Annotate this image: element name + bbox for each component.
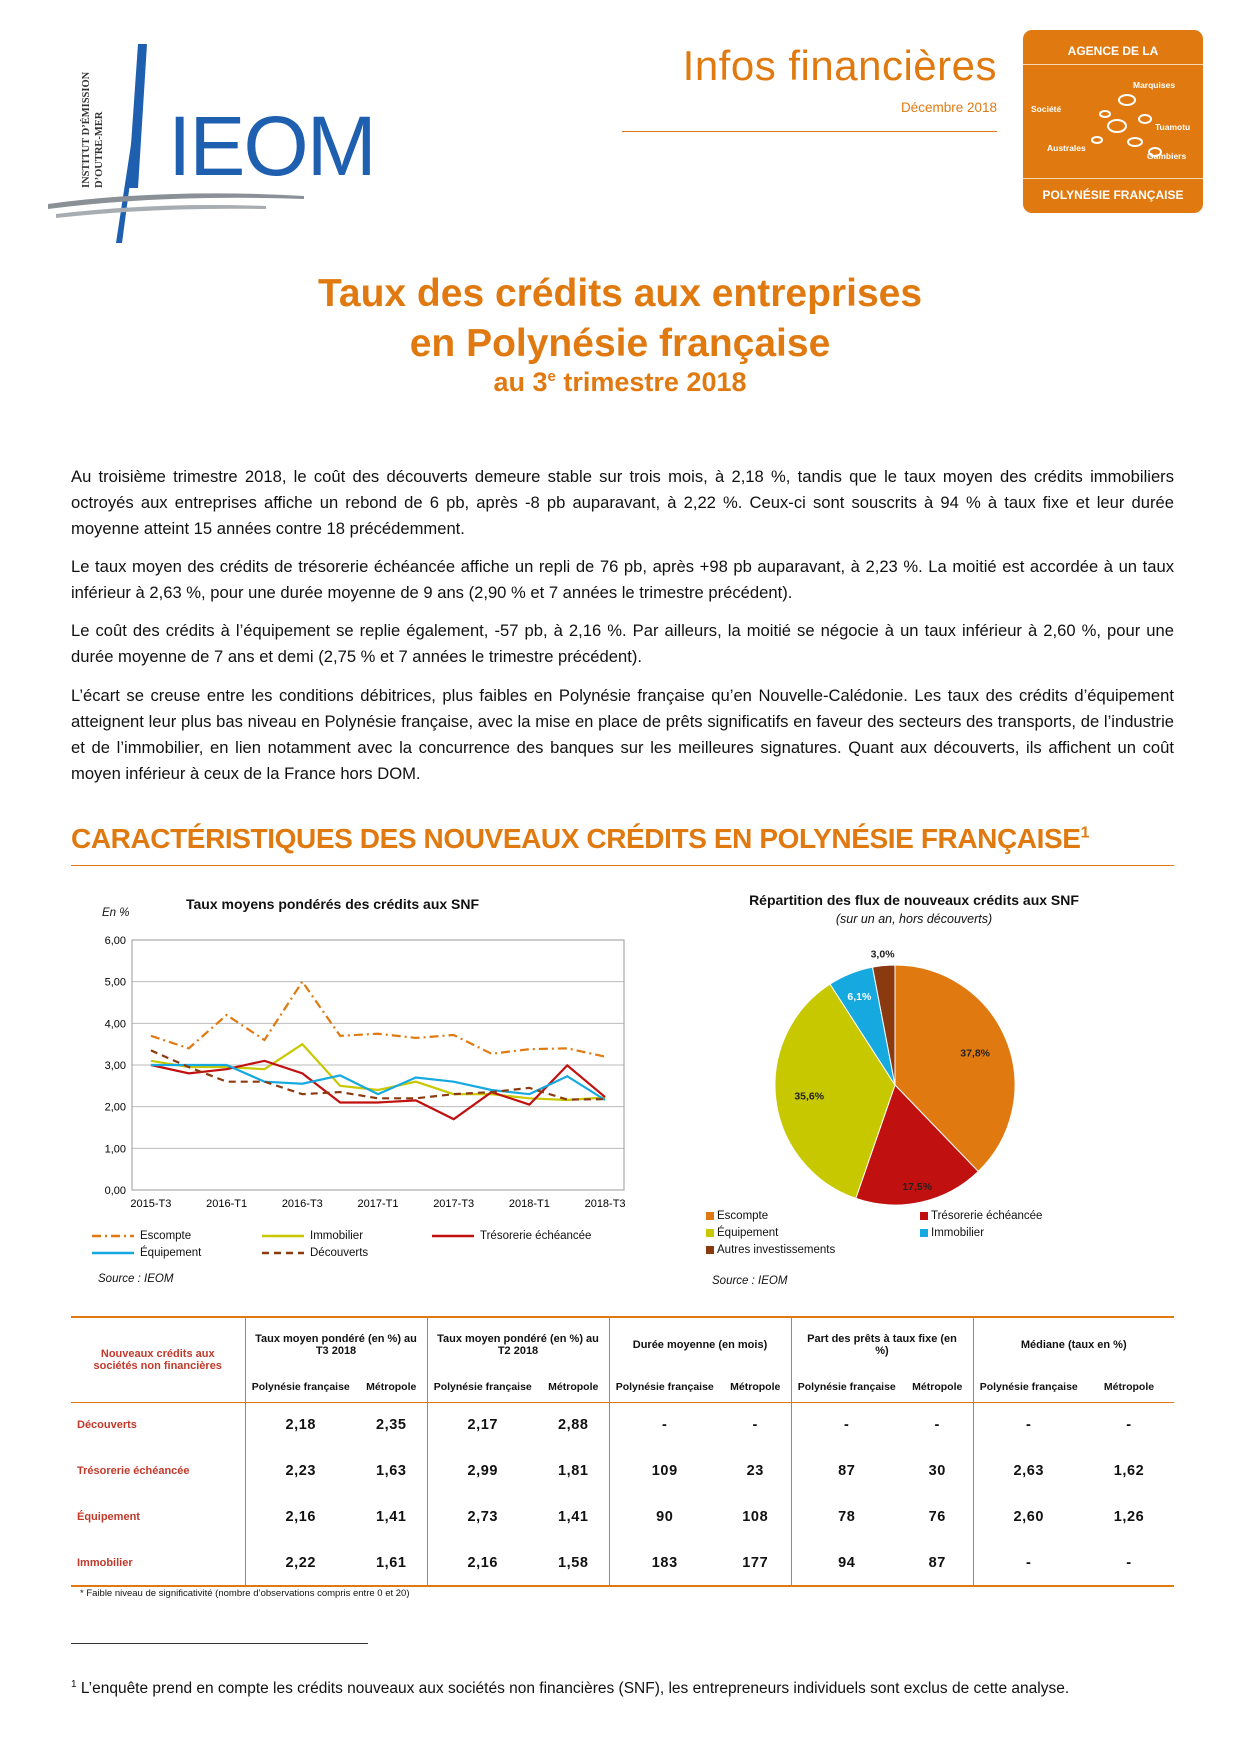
pie-label: 6,1% bbox=[847, 990, 872, 1003]
island-label: Marquises bbox=[1133, 80, 1176, 90]
pie-chart-subtitle: (sur un an, hors découverts) bbox=[835, 912, 993, 926]
table-subheader: Métropole bbox=[902, 1372, 973, 1402]
legend-label: Trésorerie échéancée bbox=[480, 1230, 592, 1242]
table-cell: 177 bbox=[720, 1540, 791, 1586]
paragraph: L’écart se creuse entre les conditions débitrices, plus faibles en Polynésie française qu’en Nouvelle-Calédonie. Les taux des crédits d’équipement atteignent leur plus bas niveau en Polynésie française, avec la mise en place de prêts significatifs en faveur des secteurs des transports, de l’industrie et de l’immobilier, en lien notamment avec la concurrence des banques sur les meilleures signatures. Quant aux découverts, ils affichent un coût moyen inférieur à ceux de la France hors DOM. bbox=[71, 686, 1174, 783]
table-group-header: Taux moyen pondéré (en %) au T2 2018 bbox=[427, 1317, 609, 1372]
x-tick-label: 2017-T1 bbox=[357, 1198, 399, 1210]
island-label: Gambiers bbox=[1147, 151, 1187, 161]
legend-item bbox=[260, 1247, 368, 1259]
table-cell: 90 bbox=[656, 1509, 674, 1525]
table-cell: 2,23 bbox=[285, 1463, 317, 1479]
legend-label: Équipement bbox=[717, 1227, 779, 1239]
table-cell: 2,16 bbox=[467, 1554, 499, 1571]
y-tick-label: 6,00 bbox=[104, 935, 126, 947]
x-tick-label: 2016-T3 bbox=[281, 1198, 323, 1210]
table-cell: - bbox=[902, 1402, 973, 1448]
table-cell: 76 bbox=[902, 1494, 973, 1540]
x-tick-label: 2017-T3 bbox=[433, 1198, 475, 1210]
table-subheader: Métropole bbox=[356, 1372, 427, 1402]
table-subheader: Polynésie française bbox=[797, 1380, 896, 1393]
table-cell: 109 bbox=[651, 1463, 678, 1479]
legend-swatch bbox=[260, 1248, 306, 1258]
table-row-label: Trésorerie échéancée bbox=[71, 1448, 245, 1494]
island-label: Tuamotu bbox=[1155, 122, 1191, 132]
pie-label: 3,0% bbox=[870, 948, 895, 961]
legend-item bbox=[90, 1230, 191, 1242]
table-cell: 87 bbox=[838, 1463, 856, 1479]
pie-chart-source: Source : IEOM bbox=[712, 1275, 788, 1287]
table-cell: 87 bbox=[902, 1540, 973, 1586]
legend-item bbox=[430, 1230, 591, 1242]
paragraph: Le taux moyen des crédits de trésorerie échéancée affiche un repli de 76 pb, après +98 pb auparavant, à 2,23 %. La moitié est accordée à un taux inférieur à 2,63 %, pour une durée moyenne de 9 ans (2,90 % et 7 années le trimestre précédent). bbox=[71, 557, 1174, 602]
series-line-0 bbox=[151, 982, 605, 1057]
section-title: CARACTÉRISTIQUES DES NOUVEAUX CRÉDITS EN POLYNÉSIE FRANÇAISE$^1$ bbox=[71, 823, 1090, 854]
table-row-label: Équipement bbox=[71, 1494, 245, 1540]
table-cell: 1,26 bbox=[1113, 1509, 1145, 1525]
table-subheader: Métropole bbox=[538, 1372, 609, 1402]
table-cell: 108 bbox=[720, 1494, 791, 1540]
y-tick-label: 3,00 bbox=[104, 1060, 126, 1072]
table-cell: - bbox=[1126, 1554, 1132, 1571]
table-cell: 2,22 bbox=[285, 1554, 317, 1571]
line-chart-legend bbox=[90, 1230, 670, 1270]
legend-label: Escompte bbox=[140, 1230, 192, 1242]
pie-chart-legend bbox=[706, 1210, 1106, 1270]
table-row-header: Nouveaux crédits aux sociétés non financières bbox=[71, 1317, 245, 1402]
x-tick-label: 2016-T1 bbox=[206, 1198, 248, 1210]
table-subheader: Polynésie française bbox=[615, 1380, 714, 1393]
footnote: $^1$ L’enquête prend en compte les crédits nouveaux aux sociétés non financières (SNF), les entrepreneurs individuels sont exclus de cette analyse. bbox=[71, 1679, 1070, 1698]
agency-bottom-label: POLYNÉSIE FRANÇAISE bbox=[1042, 188, 1184, 202]
table-cell: - bbox=[844, 1417, 850, 1434]
legend-swatch bbox=[706, 1246, 714, 1254]
table-group-header: Part des prêts à taux fixe (en %) bbox=[791, 1317, 973, 1372]
table-row bbox=[71, 1540, 1174, 1586]
table-subheader: Métropole bbox=[720, 1372, 791, 1402]
table-cell: 1,63 bbox=[356, 1448, 427, 1494]
legend-label: Découverts bbox=[310, 1247, 369, 1259]
footnote-rule bbox=[71, 1643, 368, 1644]
table-row-label: Immobilier bbox=[71, 1540, 245, 1586]
island-label: Société bbox=[1031, 104, 1062, 114]
table-subheader: Polynésie française bbox=[433, 1380, 532, 1393]
table-note: * Faible niveau de significativité (nombre d’observations compris entre 0 et 20) bbox=[80, 1588, 410, 1599]
ieom-logo bbox=[46, 38, 375, 263]
table-cell: 1,62 bbox=[1113, 1463, 1145, 1479]
table-cell: - bbox=[1026, 1554, 1032, 1571]
pie-chart-title: Répartition des flux de nouveaux crédits aux SNF bbox=[749, 892, 1079, 908]
series-line-4 bbox=[151, 1050, 605, 1099]
main-title-line2: en Polynésie française bbox=[409, 322, 831, 365]
legend-item bbox=[706, 1210, 768, 1222]
table-cell: 30 bbox=[902, 1448, 973, 1494]
table-cell: 183 bbox=[651, 1554, 678, 1571]
table-row bbox=[71, 1402, 1174, 1448]
table-group-header: Médiane (taux en %) bbox=[973, 1317, 1174, 1372]
table-cell: 2,88 bbox=[538, 1402, 609, 1448]
legend-label: Escompte bbox=[717, 1210, 769, 1222]
legend-label: Équipement bbox=[140, 1247, 202, 1259]
y-tick-label: 1,00 bbox=[104, 1143, 126, 1156]
pie-label: 37,8% bbox=[960, 1047, 991, 1060]
x-tick-label: 2015-T3 bbox=[130, 1198, 172, 1210]
table-cell: 1,58 bbox=[538, 1540, 609, 1586]
legend-label: Immobilier bbox=[931, 1227, 985, 1239]
table-cell: - bbox=[662, 1417, 668, 1434]
publication-title: Infos financières bbox=[682, 42, 997, 89]
table-cell: - bbox=[1126, 1417, 1132, 1434]
table-row bbox=[71, 1494, 1174, 1540]
y-tick-label: 4,00 bbox=[104, 1018, 126, 1031]
header-rule bbox=[622, 131, 997, 132]
legend-swatch bbox=[706, 1212, 714, 1220]
legend-swatch bbox=[920, 1229, 928, 1237]
table-cell: 2,17 bbox=[467, 1417, 499, 1434]
legend-swatch bbox=[706, 1229, 714, 1237]
pie-label: 35,6% bbox=[794, 1090, 825, 1103]
legend-label: Autres investissements bbox=[717, 1244, 836, 1256]
table-row bbox=[71, 1448, 1174, 1494]
legend-swatch bbox=[90, 1248, 136, 1258]
table-cell: 2,18 bbox=[285, 1417, 317, 1434]
table-cell: 2,16 bbox=[285, 1509, 317, 1525]
legend-label: Trésorerie échéancée bbox=[931, 1210, 1043, 1222]
legend-swatch bbox=[430, 1231, 476, 1241]
legend-item bbox=[706, 1227, 778, 1239]
legend-swatch bbox=[260, 1231, 306, 1241]
line-chart-title: Taux moyens pondérés des crédits aux SNF bbox=[186, 896, 480, 912]
line-chart-ylabel: En % bbox=[102, 907, 130, 919]
y-tick-label: 0,00 bbox=[104, 1185, 126, 1197]
agency-badge bbox=[1023, 30, 1203, 213]
table-group-header: Taux moyen pondéré (en %) au T3 2018 bbox=[245, 1317, 427, 1372]
table-subheader: Polynésie française bbox=[979, 1380, 1078, 1393]
svg-text:INSTITUT D’ÉMISSION: INSTITUT D’ÉMISSION bbox=[81, 71, 92, 188]
agency-top-label: AGENCE DE LA bbox=[1067, 44, 1159, 58]
table-cell: 2,99 bbox=[467, 1463, 499, 1479]
table-cell: 1,41 bbox=[356, 1494, 427, 1540]
legend-item bbox=[260, 1230, 363, 1242]
table-subheader: Métropole bbox=[1103, 1380, 1155, 1393]
table-subheader: Polynésie française bbox=[251, 1380, 350, 1393]
table-cell: - bbox=[1026, 1417, 1032, 1434]
pie-label: 17,5% bbox=[902, 1180, 933, 1193]
legend-label: Immobilier bbox=[310, 1230, 364, 1242]
table-cell: 2,60 bbox=[1013, 1509, 1045, 1525]
legend-item bbox=[920, 1210, 1042, 1222]
table-group-header: Durée moyenne (en mois) bbox=[609, 1317, 791, 1372]
table-cell: - bbox=[720, 1402, 791, 1448]
credit-table bbox=[71, 1316, 1174, 1587]
publication-date: Décembre 2018 bbox=[900, 100, 997, 115]
section-rule bbox=[71, 865, 1174, 866]
x-tick-label: 2018-T1 bbox=[508, 1198, 550, 1210]
y-tick-label: 5,00 bbox=[104, 976, 126, 989]
pie-chart bbox=[760, 945, 1060, 1225]
legend-item bbox=[920, 1227, 984, 1239]
table-row-label: Découverts bbox=[71, 1402, 245, 1448]
main-title-line3: au 3e trimestre 2018 bbox=[493, 367, 747, 397]
table-cell: 2,63 bbox=[1013, 1463, 1045, 1479]
line-chart bbox=[90, 930, 650, 1220]
svg-text:D’OUTRE-MER: D’OUTRE-MER bbox=[94, 111, 105, 188]
island-label: Australes bbox=[1047, 143, 1086, 153]
y-tick-label: 2,00 bbox=[104, 1101, 126, 1114]
legend-swatch bbox=[920, 1212, 928, 1220]
main-title-line1: Taux des crédits aux entreprises bbox=[317, 272, 923, 315]
x-tick-label: 2018-T3 bbox=[584, 1198, 626, 1210]
logo-text: IEOM bbox=[168, 99, 375, 193]
table-cell: 2,73 bbox=[467, 1509, 499, 1525]
table-cell: 1,41 bbox=[538, 1494, 609, 1540]
legend-item bbox=[706, 1244, 835, 1256]
table-cell: 23 bbox=[720, 1448, 791, 1494]
line-chart-source: Source : IEOM bbox=[98, 1273, 174, 1285]
table-cell: 1,61 bbox=[356, 1540, 427, 1586]
paragraph: Le coût des crédits à l’équipement se replie également, -57 pb, à 2,16 %. Par ailleurs, la moitié se négocie à un taux inférieur à 2,60 %, pour une durée moyenne de 7 ans et demi (2,75 % et 7 années le trimestre précédent). bbox=[71, 621, 1174, 666]
paragraph: Au troisième trimestre 2018, le coût des découverts demeure stable sur trois mois, à 2,18 %, tandis que le taux moyen des crédits immobiliers octroyés aux entreprises affiche un rebond de 6 pb, après -8 pb auparavant, à 2,22 %. Ceux-ci sont souscrits à 94 % à taux fixe et leur durée moyenne atteint 15 années contre 18 précédemment. bbox=[71, 467, 1174, 538]
table-cell: 94 bbox=[838, 1554, 856, 1571]
legend-item bbox=[90, 1247, 201, 1259]
table-cell: 1,81 bbox=[538, 1448, 609, 1494]
legend-swatch bbox=[90, 1231, 136, 1241]
table-cell: 2,35 bbox=[356, 1402, 427, 1448]
table-cell: 78 bbox=[838, 1509, 856, 1525]
